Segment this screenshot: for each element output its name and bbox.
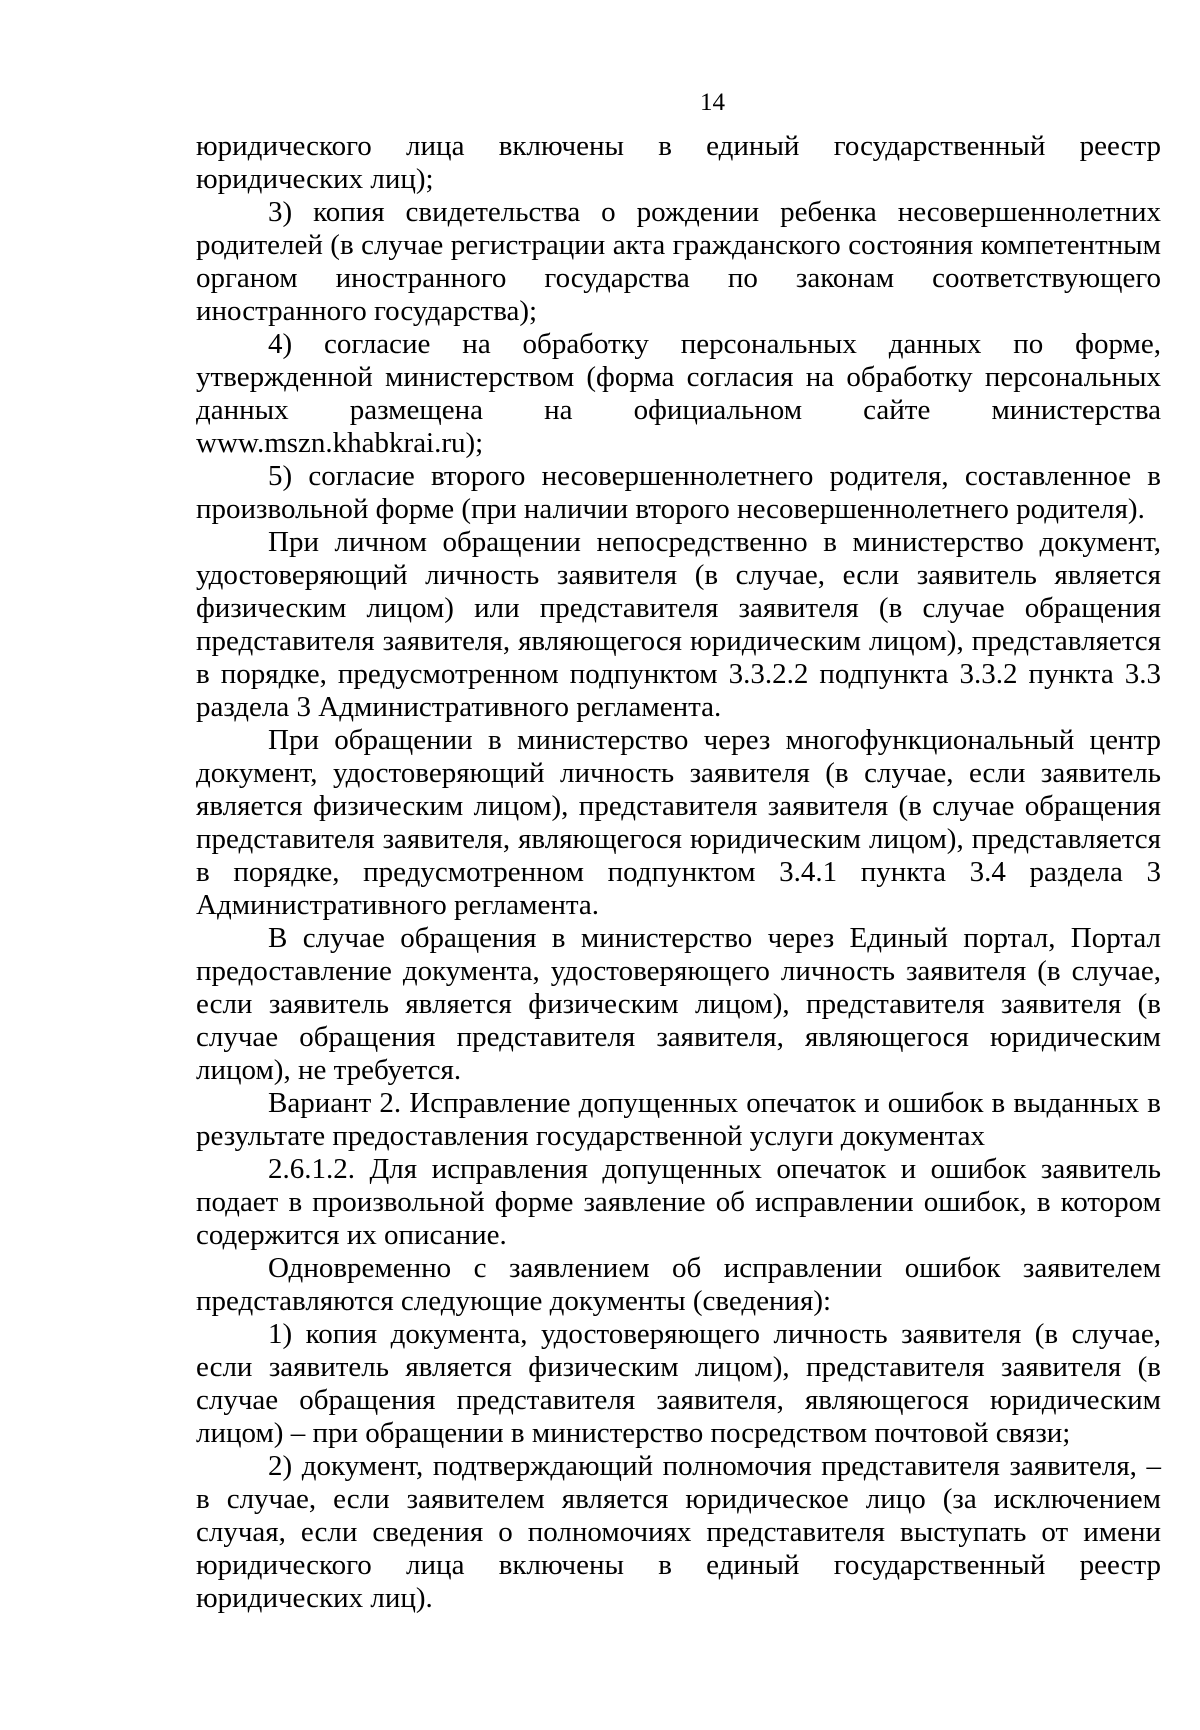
paragraph-item-3: 3) копия свидетельства о рождении ребенка несовершеннолетних родителей (в случае регистрации акта гражданского состояния компетентным органом иностранного государства по законам соответствующего иностранного государства); <box>196 196 1161 327</box>
paragraph-continuation: юридического лица включены в единый государственный реестр юридических лиц); <box>196 130 1161 195</box>
paragraph-doc-item-2: 2) документ, подтверждающий полномочия представителя заявителя, – в случае, если заявителем является юридическое лицо (за исключением случая, если сведения о полномочиях представителя выступать от имени юридического лица включены в единый государственный реестр юридических лиц). <box>196 1450 1161 1614</box>
paragraph-portal-appeal: В случае обращения в министерство через Единый портал, Портал предоставление документа, удостоверяющего личность заявителя (в случае, если заявитель является физическим лицом), представителя заявителя (в случае обращения представителя заявителя, являющегося юридическим лицом), не требуется. <box>196 922 1161 1086</box>
paragraph-documents-intro: Одновременно с заявлением об исправлении ошибок заявителем представляются следующие документы (сведения): <box>196 1252 1161 1317</box>
document-body <box>196 130 1161 1615</box>
paragraph-mfc-appeal: При обращении в министерство через многофункциональный центр документ, удостоверяющий личность заявителя (в случае, если заявитель является физическим лицом), представителя заявителя (в случае обращения представителя заявителя, являющегося юридическим лицом), представляется в порядке, предусмотренном подпунктом 3.4.1 пункта 3.4 раздела 3 Административного регламента. <box>196 724 1161 921</box>
paragraph-doc-item-1: 1) копия документа, удостоверяющего личность заявителя (в случае, если заявитель является физическим лицом), представителя заявителя (в случае обращения представителя заявителя, являющегося юридическим лицом) – при обращении в министерство посредством почтовой связи; <box>196 1318 1161 1449</box>
paragraph-2-6-1-2: 2.6.1.2. Для исправления допущенных опечаток и ошибок заявитель подает в произвольной форме заявление об исправлении ошибок, в котором содержится их описание. <box>196 1153 1161 1251</box>
variant-2-heading: Вариант 2. Исправление допущенных опечаток и ошибок в выданных в результате предоставления государственной услуги документах <box>196 1087 1161 1152</box>
paragraph-item-4: 4) согласие на обработку персональных данных по форме, утвержденной министерством (форма согласия на обработку персональных данных размещена на официальном сайте министерства www.mszn.khabkrai.ru); <box>196 328 1161 459</box>
page-number: 14 <box>700 89 725 116</box>
paragraph-item-5: 5) согласие второго несовершеннолетнего родителя, составленное в произвольной форме (при наличии второго несовершеннолетнего родителя). <box>196 460 1161 525</box>
paragraph-personal-appeal: При личном обращении непосредственно в министерство документ, удостоверяющий личность заявителя (в случае, если заявитель является физическим лицом) или представителя заявителя (в случае обращения представителя заявителя, являющегося юридическим лицом), представляется в порядке, предусмотренном подпунктом 3.3.2.2 подпункта 3.3.2 пункта 3.3 раздела 3 Административного регламента. <box>196 526 1161 723</box>
